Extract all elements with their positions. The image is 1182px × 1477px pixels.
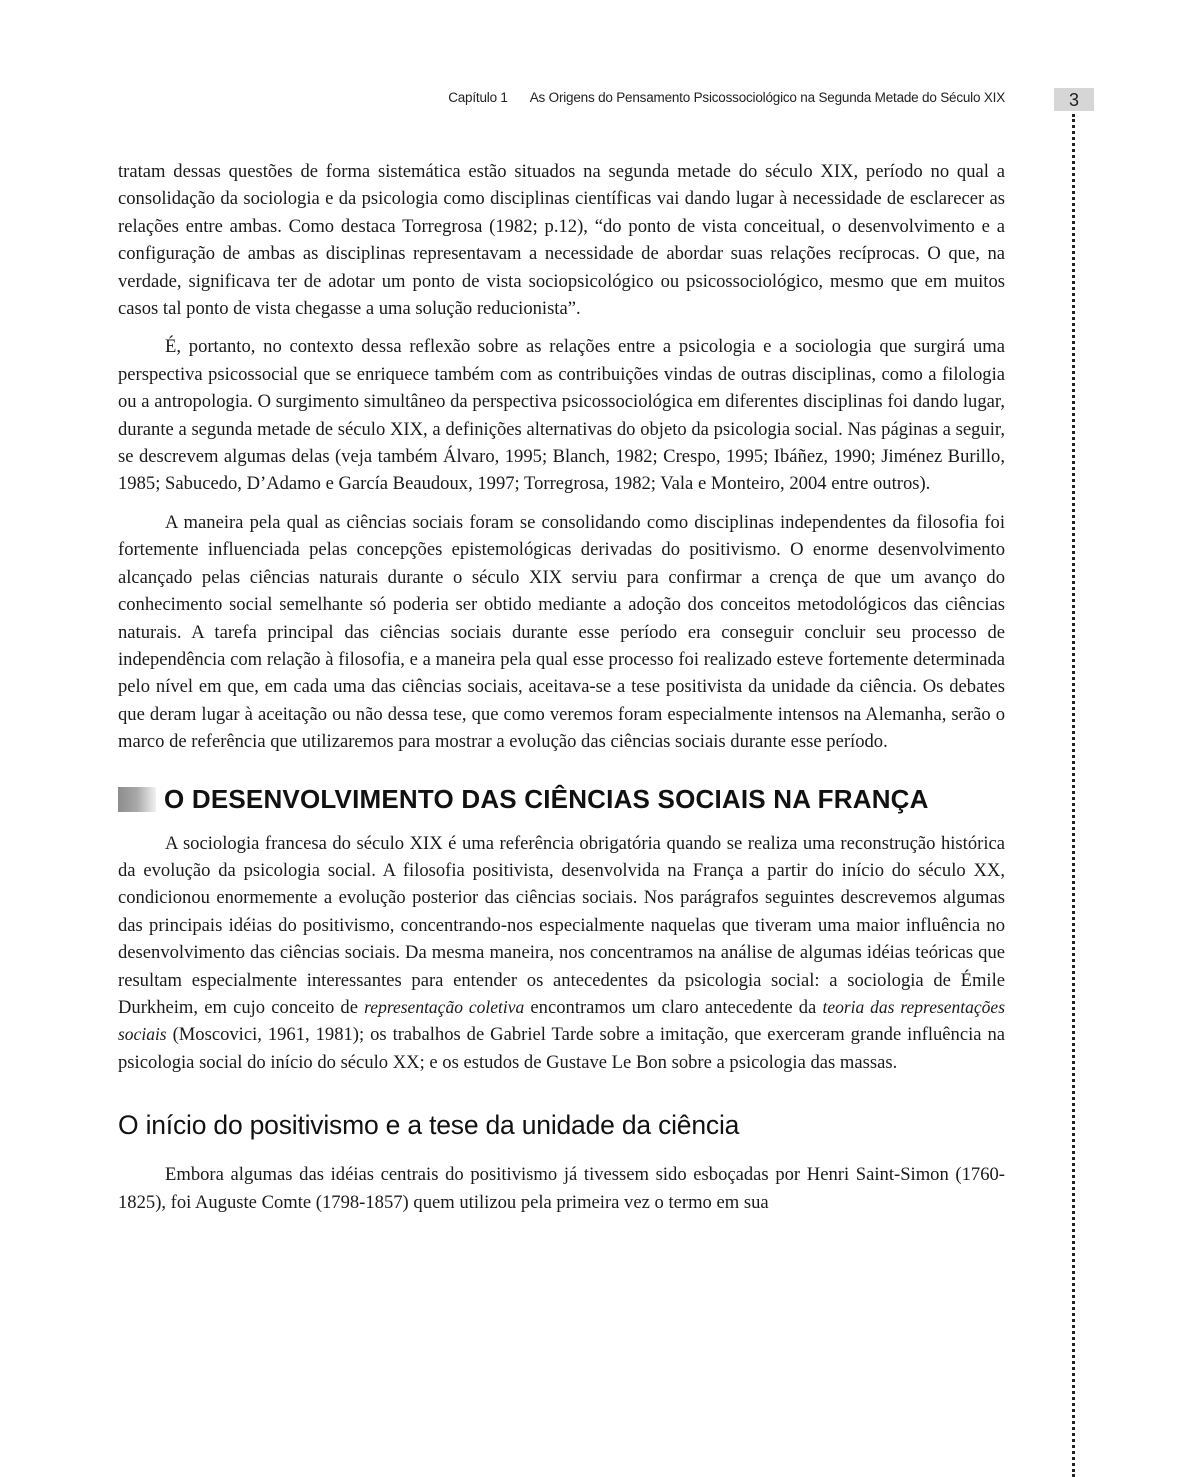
heading-gradient-marker [118, 787, 156, 812]
running-header [380, 90, 1005, 105]
paragraph-3: A maneira pela qual as ciências sociais foram se consolidando como disciplinas independentes da filosofia foi fortemente influenciada pelas concepções epistemológicas derivadas do positivismo. O enorme desenvolvimento alcançado pelas ciências naturais durante o século XIX serviu para confirmar a crença de que um avanço do conhecimento social semelhante só poderia ser obtido mediante a adoção dos conceitos metodológicos das ciências naturais. A tarefa principal das ciências sociais durante esse período era conseguir concluir seu processo de independência com relação à filosofia, e a maneira pela qual esse processo foi realizado esteve fortemente determinada pelo nível em que, em cada uma das ciências sociais, aceitava-se a tese positivista da unidade da ciência. Os debates que deram lugar à aceitação ou não dessa tese, que como veremos foram especialmente intensos na Alemanha, serão o marco de referência que utilizaremos para mostrar a evolução das ciências sociais durante esse período. [118, 511, 1005, 753]
chapter-title: As Origens do Pensamento Psicossociológico na Segunda Metade do Século XIX [529, 90, 1005, 105]
section-heading [118, 782, 1005, 818]
italic-term-teoria-representacoes: teoria das representações sociais [118, 996, 1006, 1045]
paragraph-4-text-c: (Moscovici, 1961, 1981); os trabalhos de Gabriel Tarde sobre a imitação, que exerceram grande influência na psicologia social do início do século XX; e os estudos de Gustave Le Bon sobre a psicologia das massas. [118, 1024, 1005, 1073]
dotted-margin-rule [1072, 114, 1075, 1477]
paragraph-4-text-b: encontramos um claro antecedente da [524, 996, 823, 1018]
subsection-title: O início do positivismo e a tese da unidade da ciência [118, 1110, 740, 1141]
italic-term-representacao-coletiva: representação coletiva [364, 996, 525, 1017]
paragraph-5: Embora algumas das idéias centrais do positivismo já tivessem sido esboçadas por Henri Saint-Simon (1760-1825), foi Auguste Comte (1798-1857) quem utilizou pela primeira vez o termo em sua [118, 1164, 1005, 1213]
paragraph-2: É, portanto, no contexto dessa reflexão sobre as relações entre a psicologia e a sociologia que surgirá uma perspectiva psicossocial que se enriquece também com as contribuições vindas de outras disciplinas, como a filologia ou a antropologia. O surgimento simultâneo da perspectiva psicossociológica em diferentes disciplinas foi dando lugar, durante a segunda metade de século XIX, a definições alternativas do objeto da psicologia social. Nas páginas a seguir, se descrevem algumas delas (veja também Álvaro, 1995; Blanch, 1982; Crespo, 1995; Ibáñez, 1990; Jiménez Burillo, 1985; Sabucedo, D’Adamo e García Beaudoux, 1997; Torregrosa, 1982; Vala e Monteiro, 2004 entre outros). [118, 336, 1005, 495]
page-number: 3 [1054, 88, 1094, 111]
page-body [118, 158, 1005, 1227]
paragraph-4-text-a: A sociologia francesa do século XIX é uma referência obrigatória quando se realiza uma reconstrução histórica da evolução da psicologia social. A filosofia positivista, desenvolvida na França a partir do início do século XX, condicionou enormemente a evolução posterior das ciências sociais. Nos parágrafos seguintes descrevemos algumas das principais idéias do positivismo, concentrando-nos especialmente naquelas que tiveram uma maior influência no desenvolvimento das ciências sociais. Da mesma maneira, nos concentramos na análise de algumas idéias teóricas que resultam especialmente interessantes para entender os antecedentes da psicologia social: a sociologia de Émile Durkheim, em cujo conceito de [118, 832, 1005, 1018]
paragraph-1: tratam dessas questões de forma sistemática estão situados na segunda metade do século XIX, período no qual a consolidação da sociologia e da psicologia como disciplinas científicas vai dando lugar à necessidade de esclarecer as relações entre ambas. Como destaca Torregrosa (1982; p.12), “do ponto de vista conceitual, o desenvolvimento e a configuração de ambas as disciplinas representavam a necessidade de abordar suas relações recíprocas. O que, na verdade, significava ter de adotar um ponto de vista sociopsicológico ou psicossociológico, mesmo que em muitos casos tal ponto de vista chegasse a uma solução reducionista”. [118, 161, 1005, 320]
paragraph-4 [118, 830, 1005, 1077]
section-title: O DESENVOLVIMENTO DAS CIÊNCIAS SOCIAIS NA FRANÇA [164, 784, 929, 815]
chapter-label: Capítulo 1 [448, 90, 508, 105]
